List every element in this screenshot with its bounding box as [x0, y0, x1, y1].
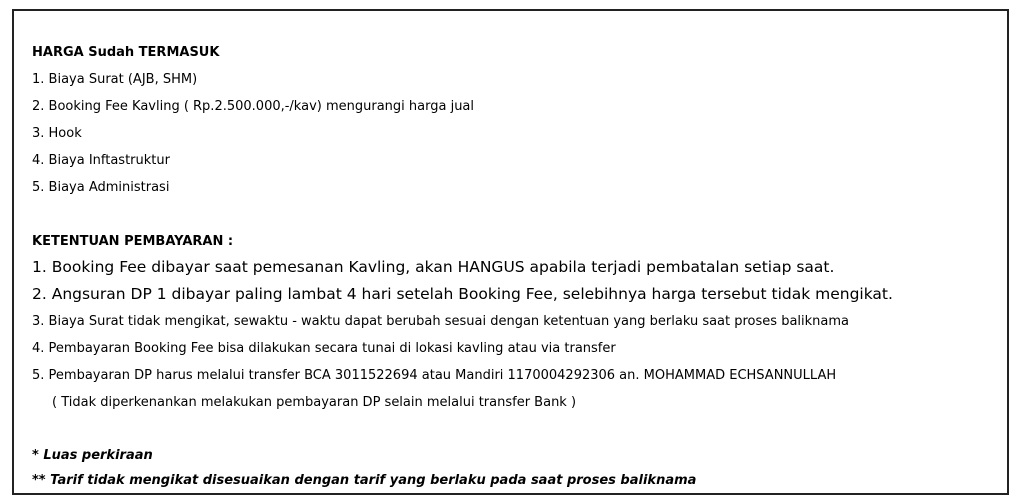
footnote-area: * Luas perkiraan: [32, 448, 153, 463]
included-heading: HARGA Sudah TERMASUK: [32, 45, 220, 60]
included-item: 5. Biaya Administrasi: [32, 180, 170, 195]
included-item: 1. Biaya Surat (AJB, SHM): [32, 72, 198, 87]
payment-item: 4. Pembayaran Booking Fee bisa dilakukan secara tunai di lokasi kavling atau via transfer: [32, 341, 616, 356]
payment-item: 3. Biaya Surat tidak mengikat, sewaktu - waktu dapat berubah sesuai dengan ketentuan yang berlaku saat proses baliknama: [32, 314, 849, 329]
footnote-tariff: ** Tarif tidak mengikat disesuaikan dengan tarif yang berlaku pada saat proses baliknama: [32, 473, 697, 488]
included-item: 3. Hook: [32, 126, 82, 141]
payment-heading: KETENTUAN PEMBAYARAN :: [32, 234, 234, 249]
payment-item: 1. Booking Fee dibayar saat pemesanan Kavling, akan HANGUS apabila terjadi pembatalan setiap saat.: [32, 258, 835, 276]
included-item: 2. Booking Fee Kavling ( Rp.2.500.000,-/kav) mengurangi harga jual: [32, 99, 475, 114]
terms-box: [12, 9, 1009, 495]
payment-item-note: ( Tidak diperkenankan melakukan pembayaran DP selain melalui transfer Bank ): [52, 395, 577, 410]
included-item: 4. Biaya Inftastruktur: [32, 153, 170, 168]
payment-item: 5. Pembayaran DP harus melalui transfer BCA 3011522694 atau Mandiri 1170004292306 an. MOHAMMAD ECHSANNULLAH: [32, 368, 837, 383]
payment-item: 2. Angsuran DP 1 dibayar paling lambat 4 hari setelah Booking Fee, selebihnya harga tersebut tidak mengikat.: [32, 285, 893, 303]
